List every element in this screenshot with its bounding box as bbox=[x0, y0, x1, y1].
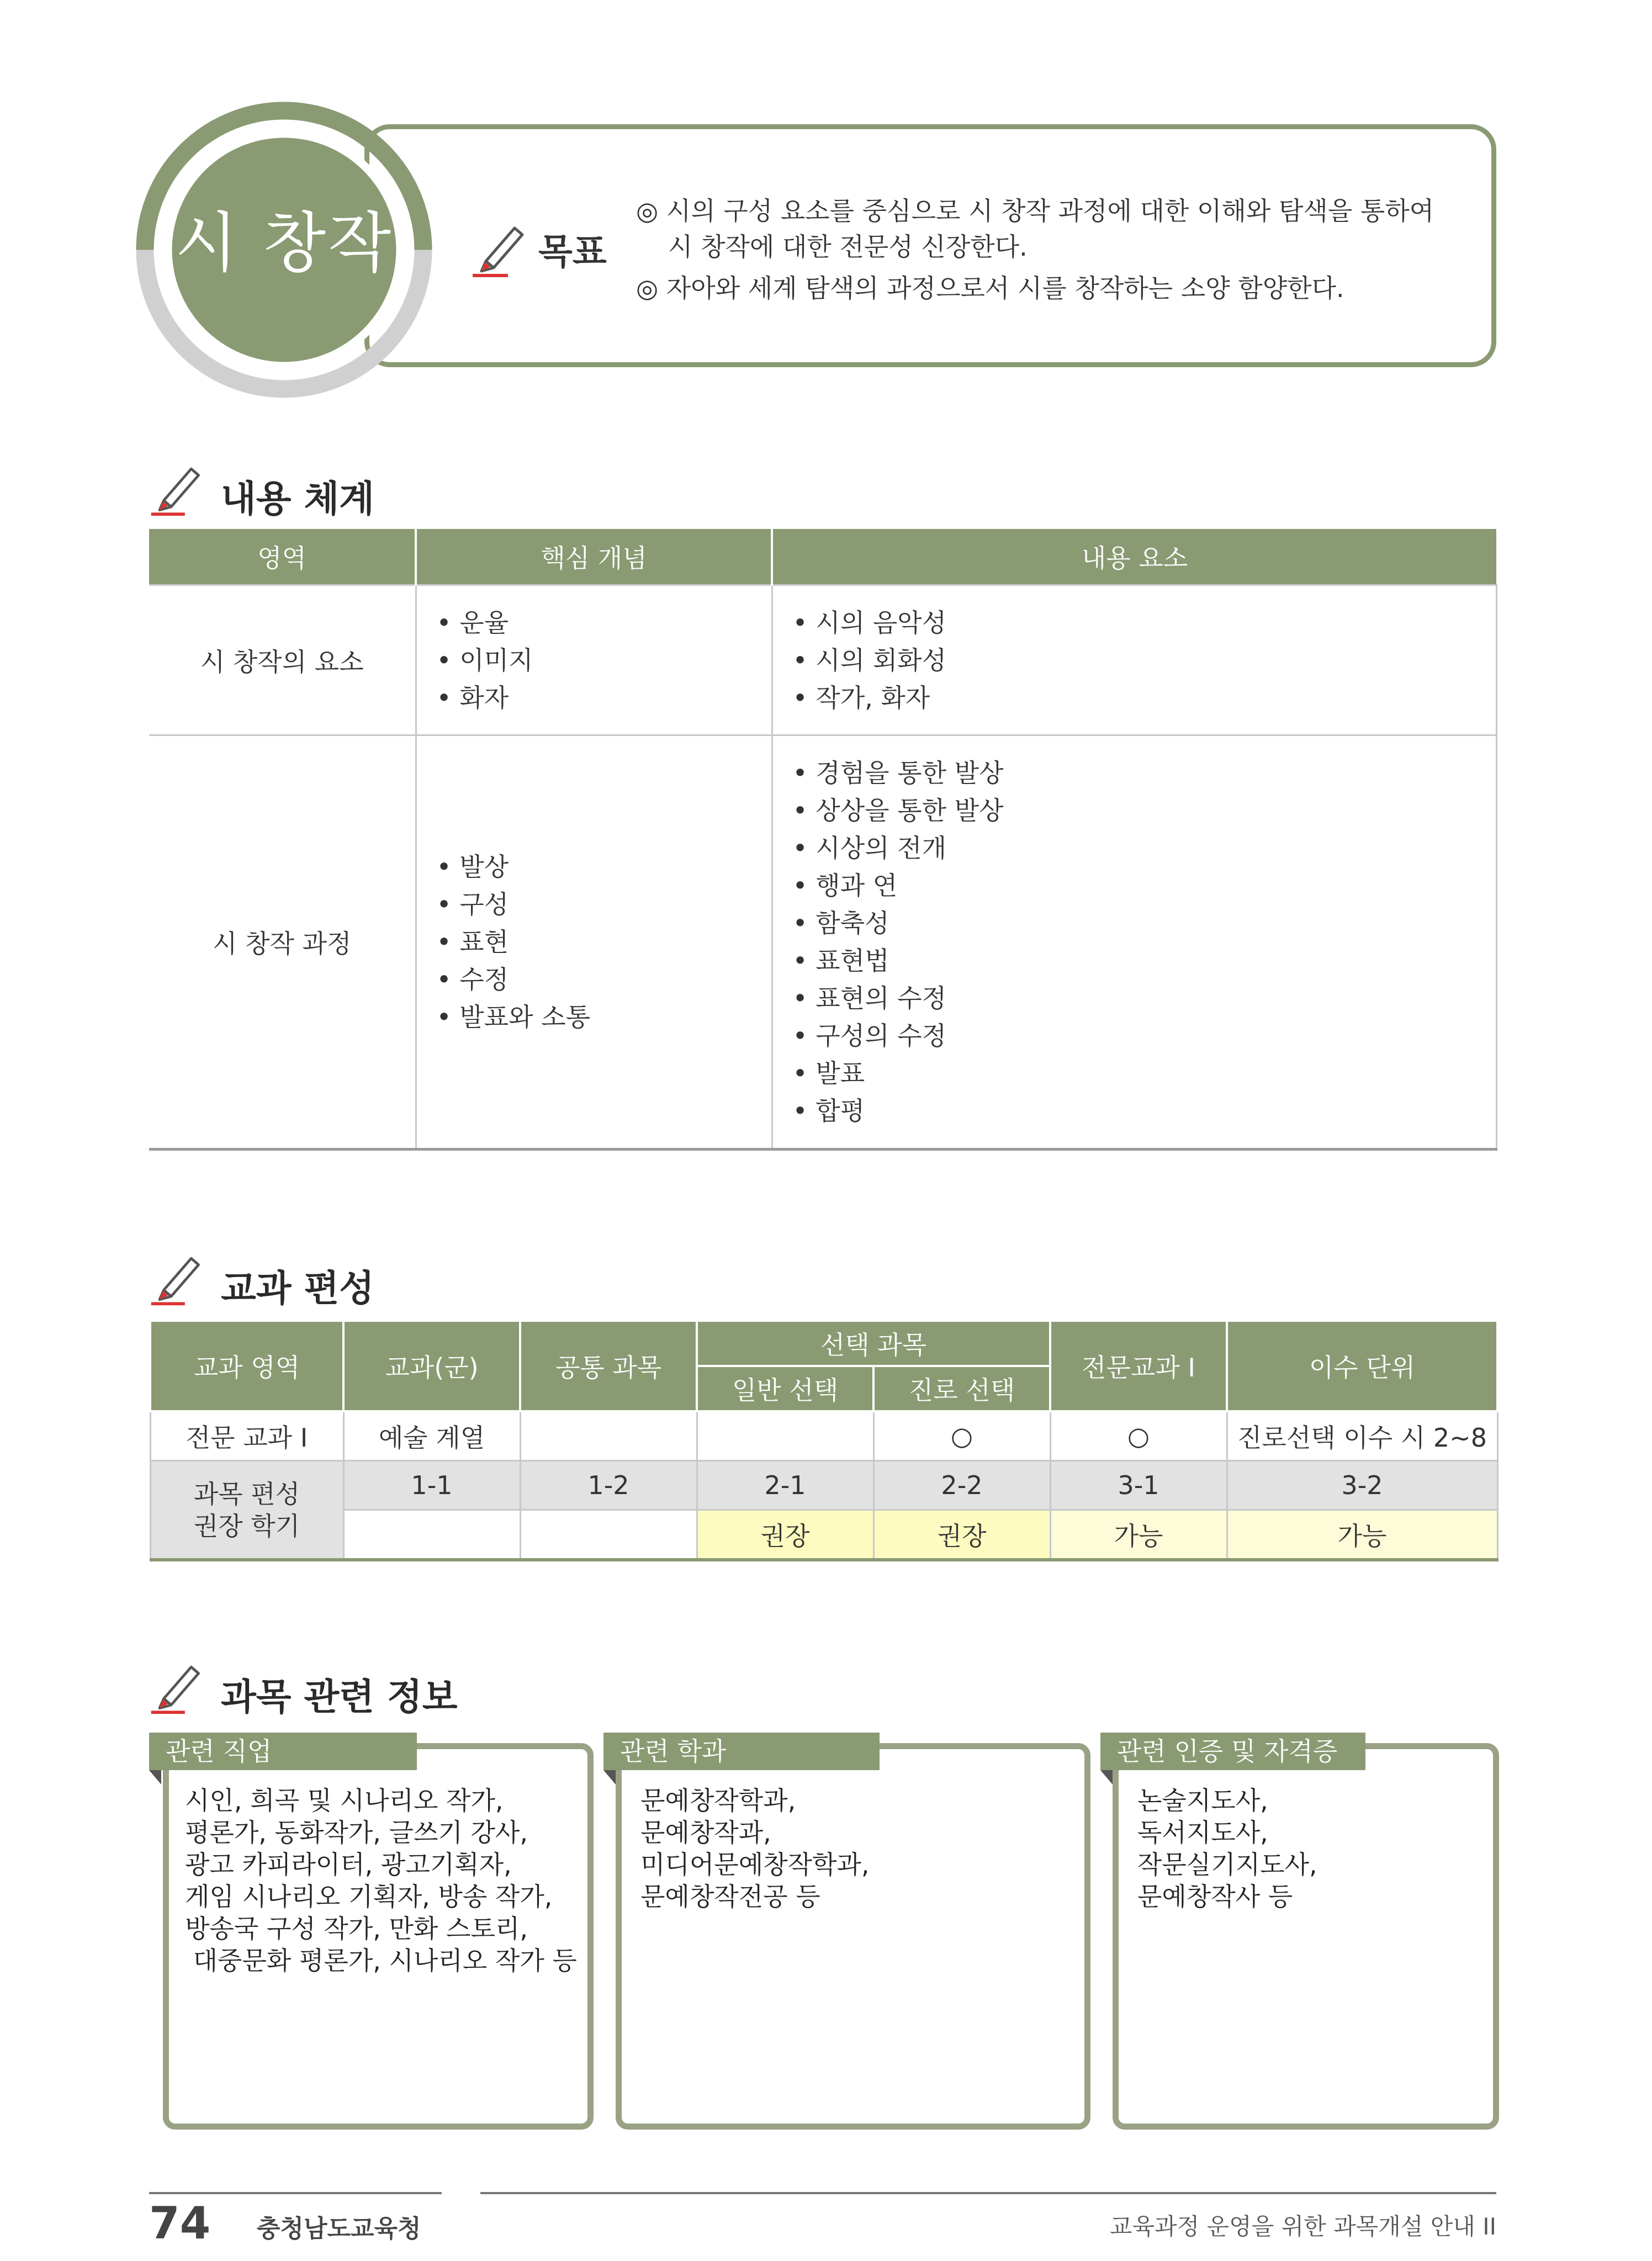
list-item: 문예창작학과, bbox=[640, 1786, 796, 1815]
section-title-content: 내용 체계 bbox=[221, 478, 375, 520]
list-item: • 표현법 bbox=[792, 946, 889, 976]
table-row bbox=[149, 735, 1496, 1150]
concepts-cell bbox=[416, 735, 772, 1150]
recommend-cell bbox=[343, 1510, 520, 1560]
list-item: • 이미지 bbox=[436, 645, 533, 675]
semester-cell: 1-1 bbox=[343, 1461, 520, 1510]
list-item: • 표현의 수정 bbox=[792, 983, 947, 1013]
list-item: 논술지도사, bbox=[1137, 1786, 1268, 1815]
document-title: 교육과정 운영을 위한 과목개설 안내 II bbox=[1109, 2213, 1496, 2240]
semester-cell: 2-2 bbox=[873, 1461, 1050, 1510]
pencil-icon bbox=[469, 218, 530, 279]
table-row bbox=[149, 585, 1496, 735]
list-item: 문예창작전공 등 bbox=[640, 1882, 820, 1911]
pencil-icon bbox=[148, 459, 206, 517]
tab-corner-icon bbox=[1100, 1770, 1113, 1785]
list-item: 작문실기지도사, bbox=[1137, 1850, 1317, 1879]
list-item: • 경험을 통한 발상 bbox=[792, 758, 1004, 788]
column-header: 진로 선택 bbox=[873, 1366, 1050, 1411]
column-header: 교과 영역 bbox=[150, 1321, 343, 1411]
column-header: 전문교과 I bbox=[1050, 1321, 1227, 1411]
list-item: • 시상의 전개 bbox=[792, 833, 947, 863]
table-cell: ○ bbox=[1050, 1411, 1227, 1461]
curriculum-table bbox=[149, 1320, 1499, 1561]
area-cell: 시 창작 과정 bbox=[149, 735, 416, 1150]
table-cell: 전문 교과 I bbox=[150, 1411, 343, 1461]
recommend-cell: 권장 bbox=[873, 1510, 1050, 1560]
related-depts-tab: 관련 학과 bbox=[603, 1733, 880, 1770]
list-item: • 표현 bbox=[436, 927, 509, 957]
footer-divider bbox=[480, 2192, 1496, 2194]
column-header: 선택 과목 bbox=[697, 1321, 1050, 1366]
semester-label-cell: 과목 편성 권장 학기 bbox=[150, 1461, 343, 1560]
related-depts-list bbox=[640, 1785, 870, 1913]
recommend-cell bbox=[520, 1510, 697, 1560]
recommend-cell: 가능 bbox=[1227, 1510, 1497, 1560]
table-cell: 진로선택 이수 시 2~8 bbox=[1227, 1411, 1497, 1461]
table-cell: 예술 계열 bbox=[343, 1411, 520, 1461]
tab-corner-icon bbox=[149, 1770, 161, 1785]
list-item: • 작가, 화자 bbox=[792, 682, 930, 713]
section-title-related: 과목 관련 정보 bbox=[221, 1676, 458, 1718]
column-header: 교과(군) bbox=[343, 1321, 520, 1411]
elements-cell bbox=[772, 585, 1496, 735]
list-item: • 행과 연 bbox=[792, 871, 898, 901]
table-cell bbox=[697, 1411, 873, 1461]
column-header: 영역 bbox=[149, 529, 416, 585]
content-system-table bbox=[149, 529, 1497, 1151]
semester-cell: 1-2 bbox=[520, 1461, 697, 1510]
goal-text-2: ◎ 자아와 세계 탐색의 과정으로서 시를 창작하는 소양 함양한다. bbox=[636, 273, 1344, 303]
pencil-icon bbox=[148, 1249, 206, 1307]
list-item: • 발상 bbox=[436, 852, 509, 882]
list-item: • 운율 bbox=[436, 607, 509, 638]
table-header-row bbox=[149, 529, 1496, 585]
related-jobs-list bbox=[185, 1785, 577, 1977]
list-item: 게임 시나리오 기획자, 방송 작가, bbox=[185, 1882, 553, 1911]
list-item: • 구성의 수정 bbox=[792, 1021, 947, 1051]
recommend-cell: 권장 bbox=[697, 1510, 873, 1560]
semester-cell: 3-1 bbox=[1050, 1461, 1227, 1510]
column-header: 이수 단위 bbox=[1227, 1321, 1497, 1411]
column-header: 공통 과목 bbox=[520, 1321, 697, 1411]
goal-text-1: ◎ 시의 구성 요소를 중심으로 시 창작 과정에 대한 이해와 탐색을 통하여 bbox=[636, 196, 1434, 226]
list-item: • 발표 bbox=[792, 1058, 865, 1088]
table-row bbox=[150, 1411, 1497, 1461]
table-row bbox=[150, 1510, 1497, 1560]
list-item: 미디어문예창작학과, bbox=[640, 1850, 870, 1879]
table-cell bbox=[520, 1411, 697, 1461]
related-certs-tab: 관련 인증 및 자격증 bbox=[1100, 1733, 1365, 1770]
semester-cell: 2-1 bbox=[697, 1461, 873, 1510]
area-cell: 시 창작의 요소 bbox=[149, 585, 416, 735]
table-row bbox=[150, 1461, 1497, 1510]
list-item: • 함축성 bbox=[792, 908, 889, 938]
list-item: 시인, 희곡 및 시나리오 작가, bbox=[185, 1786, 504, 1815]
pencil-icon bbox=[148, 1658, 206, 1715]
list-item: 광고 카피라이터, 광고기획자, bbox=[185, 1850, 512, 1879]
table-header-row bbox=[150, 1321, 1497, 1366]
list-item: • 시의 회화성 bbox=[792, 645, 947, 675]
elements-cell bbox=[772, 735, 1496, 1150]
semester-cell: 3-2 bbox=[1227, 1461, 1497, 1510]
goal-label: 목표 bbox=[538, 232, 607, 273]
related-jobs-tab: 관련 직업 bbox=[149, 1733, 417, 1770]
list-item: • 발표와 소통 bbox=[436, 1002, 591, 1032]
concepts-cell bbox=[416, 585, 772, 735]
list-item: 문예창작과, bbox=[640, 1818, 771, 1847]
column-header: 일반 선택 bbox=[697, 1366, 873, 1411]
related-certs-list bbox=[1137, 1785, 1317, 1913]
list-item: 독서지도사, bbox=[1137, 1818, 1268, 1847]
list-item: • 구성 bbox=[436, 889, 509, 919]
list-item: 방송국 구성 작가, 만화 스토리, bbox=[185, 1914, 528, 1944]
footer-divider bbox=[149, 2192, 442, 2194]
list-item: 대중문화 평론가, 시나리오 작가 등 bbox=[185, 1946, 577, 1976]
list-item: • 수정 bbox=[436, 965, 509, 994]
list-item: 평론가, 동화작가, 글쓰기 강사, bbox=[185, 1818, 528, 1847]
section-title-curriculum: 교과 편성 bbox=[221, 1267, 375, 1310]
goal-text-1b: 시 창작에 대한 전문성 신장한다. bbox=[668, 232, 1028, 262]
list-item: • 상상을 통한 발상 bbox=[792, 796, 1004, 825]
column-header: 핵심 개념 bbox=[416, 529, 772, 585]
page-title: 시 창작 bbox=[174, 205, 394, 281]
list-item: • 합평 bbox=[792, 1096, 865, 1126]
list-item: • 시의 음악성 bbox=[792, 607, 947, 638]
list-item: 문예창작사 등 bbox=[1137, 1882, 1293, 1911]
tab-corner-icon bbox=[603, 1770, 616, 1785]
list-item: • 화자 bbox=[436, 682, 509, 713]
page-number: 74 bbox=[149, 2198, 211, 2249]
column-header: 내용 요소 bbox=[772, 529, 1496, 585]
table-cell: ○ bbox=[873, 1411, 1050, 1461]
recommend-cell: 가능 bbox=[1050, 1510, 1227, 1560]
publisher-name: 충청남도교육청 bbox=[257, 2215, 421, 2243]
